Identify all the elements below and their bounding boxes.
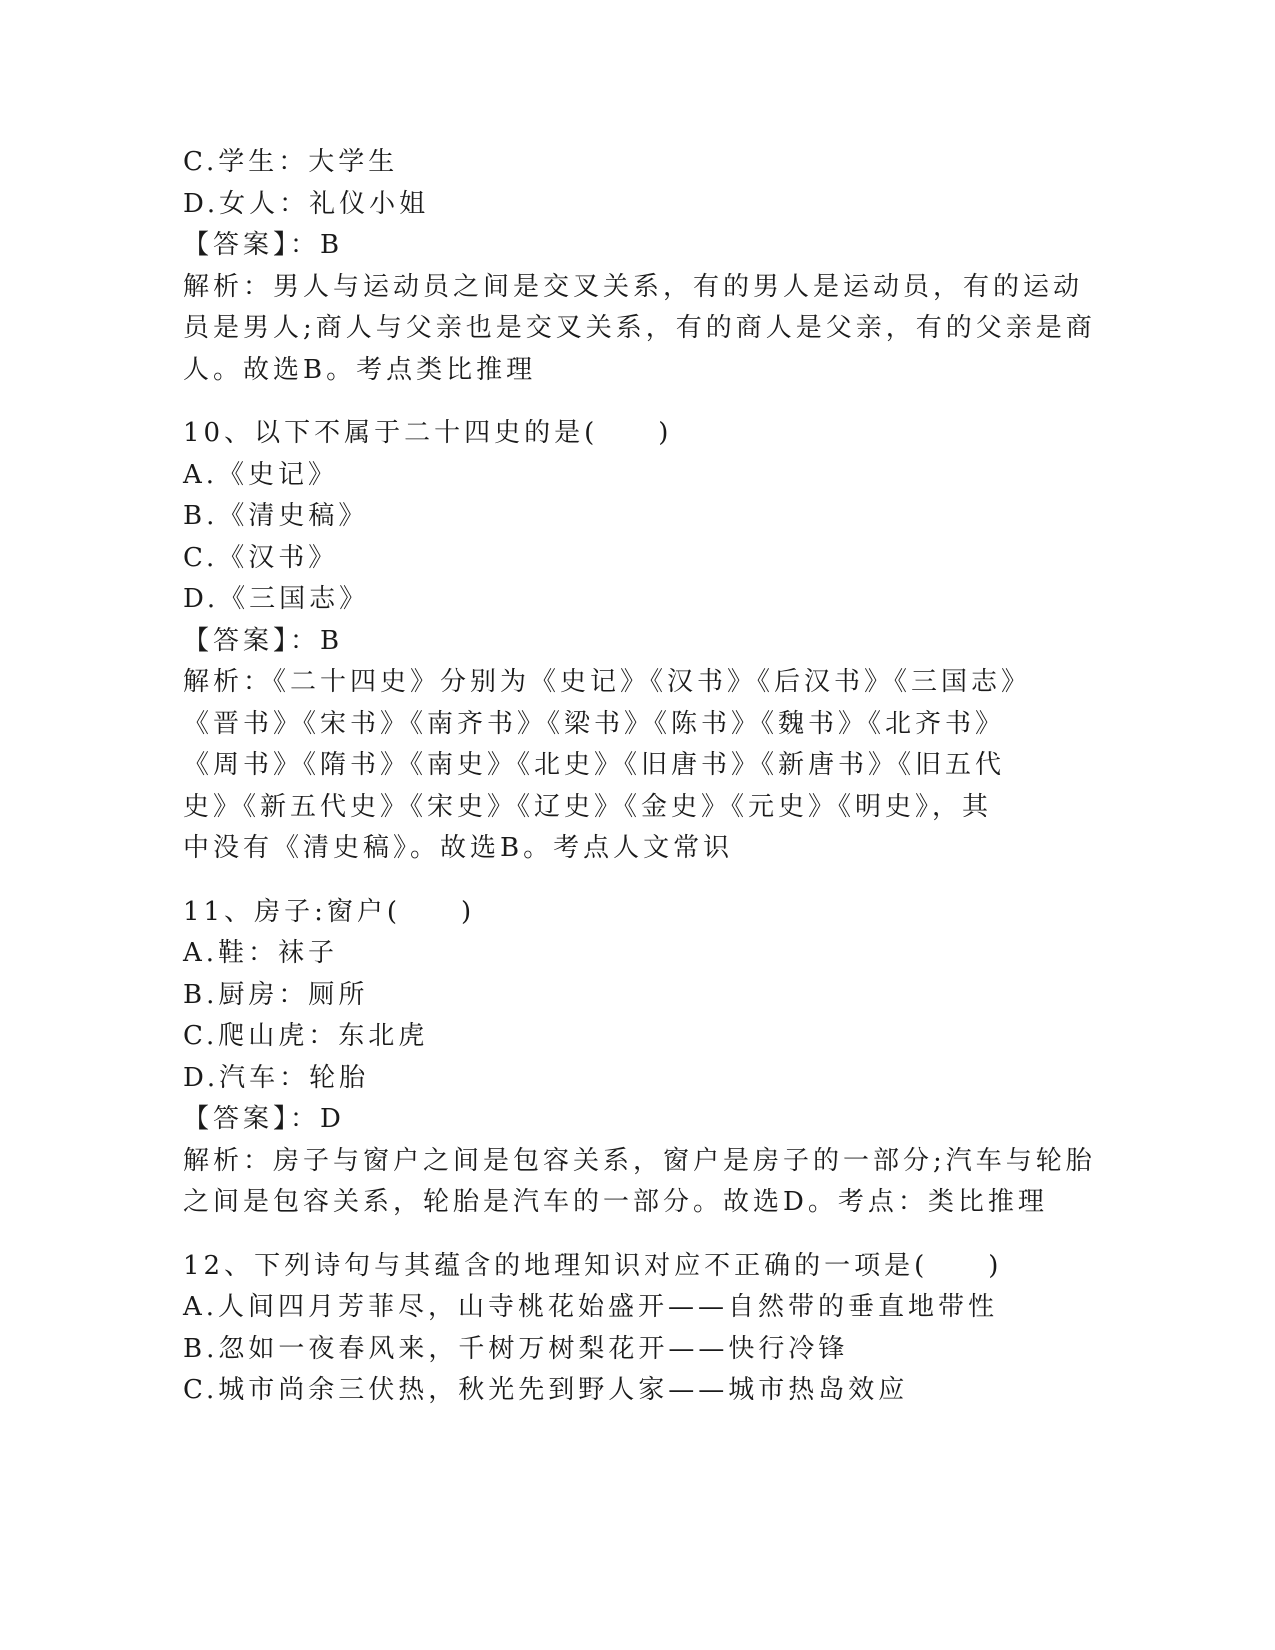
q9-analysis-line: 员是男人;商人与父亲也是交叉关系，有的商人是父亲，有的父亲是商 [183,313,1096,343]
q10-analysis-line: 解析：《二十四史》分别为《史记》《汉书》《后汉书》《三国志》 [183,667,1032,697]
q11-option-b: B.厨房：厕所 [183,979,369,1010]
q12-question: 12、下列诗句与其蕴含的地理知识对应不正确的一项是( ) [183,1250,1003,1281]
question-11-block [183,892,1096,1224]
q9-analysis-line: 解析：男人与运动员之间是交叉关系，有的男人是运动员，有的运动 [183,271,1084,302]
q10-option-a: A.《史记》 [183,459,339,490]
question-9-block [183,142,1096,391]
q9-option-c: C.学生：大学生 [183,147,399,177]
q11-option-a: A.鞋：袜子 [183,938,339,968]
q10-analysis-line: 《晋书》《宋书》《南齐书》《梁书》《陈书》《魏书》《北齐书》 [183,708,1006,739]
q10-answer: 【答案】：B [183,625,344,656]
q10-analysis-line: 《周书》《隋书》《南史》《北史》《旧唐书》《新唐书》《旧五代 [183,750,1006,780]
q11-answer: 【答案】：D [183,1104,345,1134]
q11-option-d: D.汽车：轮胎 [183,1062,370,1093]
q10-option-d: D.《三国志》 [183,584,370,614]
q10-analysis-line: 史》《新五代史》《宋史》《辽史》《金史》《元史》《明史》，其 [183,791,993,822]
q10-option-b: B.《清史稿》 [183,501,369,531]
q10-analysis-line: 中没有《清史稿》。故选B。考点人文常识 [183,833,734,863]
document-page [183,142,1096,1412]
q11-analysis-line: 解析：房子与窗户之间是包容关系，窗户是房子的一部分;汽车与轮胎 [183,1145,1096,1176]
q11-option-c: C.爬山虎：东北虎 [183,1021,429,1051]
question-12-block [183,1246,1083,1412]
q12-option-b: B.忽如一夜春风来，千树万树梨花开——快行冷锋 [183,1333,849,1364]
q10-option-c: C.《汉书》 [183,542,339,573]
q9-answer: 【答案】：B [183,230,344,260]
question-10-block [183,413,1083,870]
q10-question: 10、以下不属于二十四史的是( ) [183,418,673,448]
q12-option-a: A.人间四月芳菲尽，山寺桃花始盛开——自然带的垂直地带性 [183,1292,999,1322]
q12-option-c: C.城市尚余三伏热，秋光先到野人家——城市热岛效应 [183,1375,909,1405]
q11-analysis-line: 之间是包容关系，轮胎是汽车的一部分。故选D。考点：类比推理 [183,1187,1048,1217]
q9-option-d: D.女人：礼仪小姐 [183,188,430,219]
q11-question: 11、房子:窗户( ) [183,896,476,927]
q9-analysis-line: 人。故选B。考点类比推理 [183,354,537,385]
